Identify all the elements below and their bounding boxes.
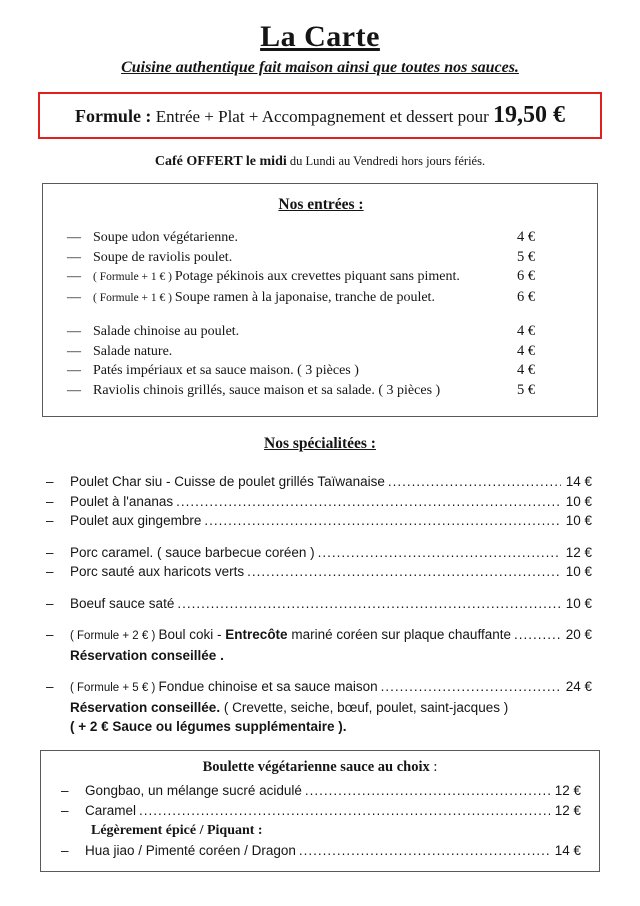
formule-prefix: ( Formule + 5 € ) <box>70 682 159 694</box>
item-text <box>70 678 378 698</box>
item-text: Poulet Char siu - Cuisse de poulet grillés Taïwanaise <box>70 474 385 489</box>
dash-bullet <box>67 228 93 248</box>
dash-bullet <box>67 248 93 268</box>
item-price: 10 € <box>565 564 592 579</box>
entree-item <box>67 288 575 309</box>
cafe-offer-detail: du Lundi au Vendredi hors jours fériés. <box>286 154 486 168</box>
boulettes-title-colon: : <box>429 758 438 775</box>
dotted-leader <box>514 626 561 645</box>
dash-bullet <box>61 801 85 821</box>
page-subtitle: Cuisine authentique fait maison ainsi que toutes nos sauces. <box>121 59 519 76</box>
entree-item <box>67 228 575 248</box>
dash-bullet <box>46 512 70 531</box>
formule-prefix: ( Formule + 2 € ) <box>70 630 159 642</box>
entree-item <box>67 381 575 401</box>
item-price: 14 € <box>554 842 581 858</box>
item-text: Porc sauté aux haricots verts <box>70 564 245 579</box>
item-price: 5 € <box>517 248 536 265</box>
spicy-subheader: Légèrement épicé / Piquant : <box>91 822 263 838</box>
specialite-item <box>46 678 592 698</box>
dotted-leader <box>388 473 561 492</box>
specialite-item <box>46 493 592 512</box>
formule-label: Formule : <box>74 106 152 126</box>
item-price: 14 € <box>565 474 592 489</box>
formule-banner <box>38 92 602 139</box>
item-text: Hua jiao / Pimenté coréen / Dragon <box>85 842 296 858</box>
item-text <box>93 267 517 288</box>
specialite-item <box>46 626 592 646</box>
entree-item <box>67 342 575 362</box>
item-price: 20 € <box>565 627 592 642</box>
formule-price: 19,50 € <box>493 102 566 128</box>
item-text-main: mariné coréen sur plaque chauffante <box>287 627 511 642</box>
specialites-title: Nos spécialitées : <box>264 435 376 452</box>
item-text: Soupe de raviolis poulet. <box>93 249 233 265</box>
formule-prefix: ( Formule + 1 € ) <box>93 291 175 304</box>
item-price: 4 € <box>517 362 536 378</box>
item-text-main: Fondue chinoise et sa sauce maison <box>158 679 378 694</box>
formule-description: Entrée + Plat + Accompagnement et dessert pour <box>151 107 494 126</box>
item-price: 12 € <box>554 802 581 818</box>
item-text: Caramel <box>85 802 137 818</box>
boulette-item <box>55 841 585 861</box>
specialite-item <box>46 563 592 582</box>
item-text-main: Soupe ramen à la japonaise, tranche de poulet. <box>174 289 435 305</box>
page-title: La Carte <box>260 20 380 53</box>
item-price: 24 € <box>565 679 592 694</box>
item-text: Boeuf sauce saté <box>70 595 175 611</box>
item-text: Soupe udon végétarienne. <box>93 230 239 245</box>
dash-bullet <box>67 288 93 308</box>
specialite-item <box>46 473 592 492</box>
boulette-item <box>55 801 585 821</box>
note-detail: ( Crevette, seiche, bœuf, poulet, saint-jacques ) <box>220 699 509 715</box>
item-price: 10 € <box>565 595 592 611</box>
dotted-leader <box>318 544 561 563</box>
cafe-offer-line <box>0 152 640 170</box>
dash-bullet <box>67 342 93 362</box>
specialite-item <box>46 512 592 531</box>
specialite-item <box>46 595 592 614</box>
entrees-section <box>42 183 598 417</box>
dotted-leader <box>176 493 561 512</box>
formule-prefix: ( Formule + 1 € ) <box>93 271 175 283</box>
dash-bullet <box>67 361 93 381</box>
item-price: 4 € <box>517 342 536 359</box>
dash-bullet <box>61 781 85 801</box>
item-price: 4 € <box>517 229 536 245</box>
boulette-item <box>55 781 585 801</box>
item-text-bold: Entrecôte <box>225 627 288 642</box>
note-bold: Réservation conseillée. <box>70 699 221 715</box>
boulettes-section <box>40 750 600 872</box>
item-price: 6 € <box>517 288 536 305</box>
item-text-main: Boul coki - <box>158 627 226 642</box>
entrees-title: Nos entrées : <box>278 196 364 213</box>
dash-bullet <box>46 563 70 582</box>
specialites-section <box>0 435 640 737</box>
item-text: Raviolis chinois grillés, sauce maison et sa salade. ( 3 pièces ) <box>93 382 441 398</box>
item-text <box>93 288 517 309</box>
reservation-note <box>70 699 592 718</box>
dash-bullet <box>67 267 93 287</box>
dash-bullet <box>46 626 70 645</box>
item-text: Poulet aux gingembre <box>70 513 202 528</box>
item-text: Salade chinoise au poulet. <box>93 324 240 339</box>
entree-item <box>67 322 575 342</box>
dotted-leader <box>381 678 561 697</box>
dotted-leader <box>299 841 550 861</box>
dash-bullet <box>46 473 70 492</box>
item-text <box>70 626 511 646</box>
item-text: Poulet à l'ananas <box>70 493 174 509</box>
reservation-note: Réservation conseillée . <box>70 647 224 663</box>
dash-bullet <box>46 595 70 614</box>
item-text-main: Potage pékinois aux crevettes piquant sans piment. <box>174 269 460 284</box>
dotted-leader <box>177 595 560 614</box>
entree-item <box>67 248 575 268</box>
dotted-leader <box>247 563 561 582</box>
entree-item <box>67 267 575 288</box>
specialite-item <box>46 544 592 563</box>
item-price: 4 € <box>517 323 536 339</box>
cafe-offer-main: Café OFFERT le midi <box>154 154 287 169</box>
entree-item <box>67 361 575 381</box>
item-price: 10 € <box>565 513 592 528</box>
dash-bullet <box>67 322 93 342</box>
dash-bullet <box>46 678 70 697</box>
dotted-leader <box>305 781 550 801</box>
dash-bullet <box>46 493 70 512</box>
item-price: 12 € <box>554 782 581 798</box>
item-text: Patés impériaux et sa sauce maison. ( 3 pièces ) <box>93 363 359 378</box>
item-price: 10 € <box>565 493 592 509</box>
boulettes-title <box>55 759 585 776</box>
dash-bullet <box>46 544 70 563</box>
item-text: Porc caramel. ( sauce barbecue coréen ) <box>70 544 315 560</box>
dotted-leader <box>139 801 550 821</box>
item-price: 5 € <box>517 381 536 398</box>
item-text: Salade nature. <box>93 343 173 359</box>
item-text: Gongbao, un mélange sucré acidulé <box>85 782 302 798</box>
dash-bullet <box>61 841 85 861</box>
item-price: 12 € <box>565 544 592 560</box>
dash-bullet <box>67 381 93 401</box>
dotted-leader <box>204 512 560 531</box>
supplement-note: ( + 2 € Sauce ou légumes supplémentaire ). <box>70 719 347 734</box>
item-price: 6 € <box>517 268 536 284</box>
boulettes-title-main: Boulette végétarienne sauce au choix <box>202 758 430 775</box>
